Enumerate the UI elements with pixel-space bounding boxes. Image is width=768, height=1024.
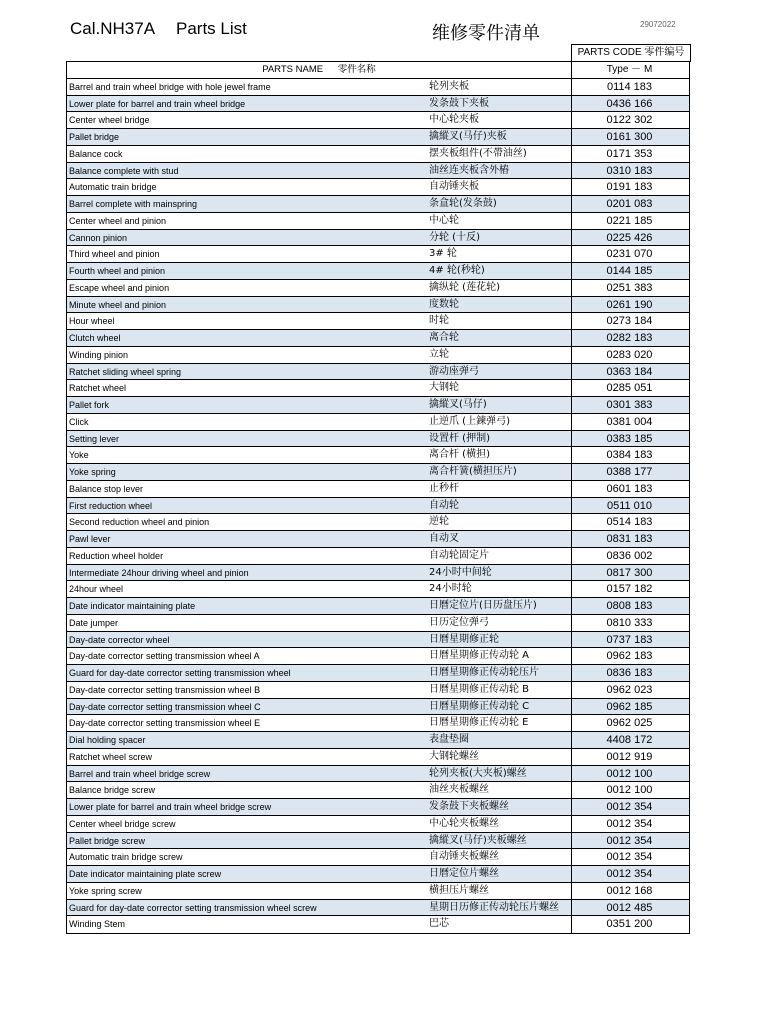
part-name-cn-cell: 日曆星期修正传动轮 C — [429, 700, 530, 712]
part-code-cell: 0737 183 — [571, 632, 687, 648]
part-name-cell: Cannon pinion — [69, 232, 128, 243]
part-name-cn-cell: 表盘垫圈 — [429, 734, 469, 745]
table-row — [67, 96, 689, 113]
part-code-cell: 0836 002 — [571, 548, 687, 564]
table-row — [67, 414, 689, 431]
part-code-cell: 0273 184 — [571, 313, 687, 329]
part-name-cn-cell: 油丝夹板螺丝 — [429, 784, 489, 796]
table-row — [67, 866, 689, 883]
part-name-cell: Winding pinion — [69, 349, 129, 360]
table-row — [67, 598, 689, 615]
part-code-cell: 4408 172 — [571, 732, 687, 748]
part-name-cn-cell: 发条鼓下夹板螺丝 — [429, 801, 509, 812]
part-code-cell: 0251 383 — [571, 280, 687, 296]
part-code-cell: 0962 023 — [571, 682, 687, 698]
part-name-cn-cell: 止逆爪 (上鍊弹弓) — [429, 415, 510, 427]
part-code-cell: 0836 183 — [571, 665, 687, 681]
table-row — [67, 833, 689, 850]
part-name-cell: Day-date corrector setting transmission wheel E — [69, 718, 261, 729]
part-name-cell: Balance complete with stud — [69, 165, 179, 176]
part-code-cell: 0012 354 — [571, 816, 687, 832]
table-row — [67, 213, 689, 230]
part-code-cell: 0171 353 — [571, 146, 687, 162]
part-name-cell: Pallet fork — [69, 400, 110, 410]
table-row — [67, 514, 689, 531]
table-row — [67, 648, 689, 665]
part-code-cell: 0012 919 — [571, 749, 687, 765]
part-name-cn-cell: 离合杆簧(横担压片) — [429, 466, 517, 477]
part-code-cell: 0962 183 — [571, 648, 687, 664]
table-header-row — [67, 62, 689, 79]
table-row — [67, 632, 689, 649]
part-name-cn-cell: 自动轮固定片 — [429, 549, 489, 561]
part-code-cell: 0301 383 — [571, 397, 687, 413]
part-name-cn-cell: 24小时中间轮 — [429, 566, 492, 578]
part-name-cn-cell: 中心轮夹板 — [429, 114, 479, 126]
table-row — [67, 883, 689, 900]
part-name-cell: Center wheel bridge — [69, 115, 150, 126]
part-name-cn-cell: 自动锤夹板 — [429, 181, 479, 193]
part-code-cell: 0122 302 — [571, 112, 687, 128]
part-name-cn-cell: 巴芯 — [429, 918, 449, 930]
part-name-cn-cell: 中心轮夹板螺丝 — [429, 817, 499, 829]
part-name-cn-cell: 立轮 — [429, 348, 449, 360]
part-name-cell: Yoke — [69, 450, 89, 461]
part-code-cell: 0225 426 — [571, 230, 687, 246]
part-name-cn-cell: 中心轮 — [429, 214, 459, 226]
table-row — [67, 364, 689, 381]
part-name-cn-cell: 逆轮 — [429, 516, 449, 528]
part-name-cell: Second reduction wheel and pinion — [69, 517, 210, 528]
table-row — [67, 397, 689, 414]
part-name-cn-cell: 分轮 (十反) — [429, 231, 480, 243]
table-row — [67, 531, 689, 548]
part-code-cell: 0144 185 — [571, 263, 687, 279]
part-code-cell: 0012 354 — [571, 849, 687, 865]
part-name-cn-cell: 日曆星期修正轮 — [429, 633, 499, 645]
parts-name-header-en: PARTS NAME — [262, 64, 324, 75]
part-name-cell: Guard for day-date corrector setting transmission wheel — [69, 668, 291, 678]
part-name-cell: Automatic train bridge — [69, 182, 157, 193]
parts-name-header — [67, 62, 571, 78]
table-row — [67, 196, 689, 213]
part-name-cell: Day-date corrector setting transmission wheel C — [69, 701, 261, 712]
table-row — [67, 179, 689, 196]
part-name-cell: Automatic train bridge screw — [69, 852, 183, 863]
part-code-cell: 0114 183 — [571, 79, 687, 95]
part-name-cn-cell: 擒纵轮 (莲花轮) — [429, 281, 500, 293]
table-row — [67, 263, 689, 280]
part-code-cell: 0388 177 — [571, 464, 687, 480]
part-name-cn-cell: 自动轮 — [429, 499, 459, 511]
part-code-cell: 0012 354 — [571, 833, 687, 849]
part-code-cell: 0383 185 — [571, 431, 687, 447]
part-name-cell: Day-date corrector wheel — [69, 634, 170, 645]
parts-table — [66, 61, 690, 934]
part-name-cell: Barrel and train wheel bridge screw — [69, 768, 211, 779]
part-name-cell: Winding Stem — [69, 919, 126, 930]
part-name-cell: Day-date corrector setting transmission wheel A — [69, 651, 260, 662]
part-name-cn-cell: 设置杆 (押制) — [429, 432, 490, 444]
part-name-cell: Ratchet wheel screw — [69, 751, 153, 762]
part-name-cell: Yoke spring screw — [69, 885, 142, 896]
part-name-cell: Date indicator maintaining plate screw — [69, 869, 222, 879]
part-name-cell: Date jumper — [69, 617, 119, 628]
part-name-cn-cell: 日曆星期修正传动轮 E — [429, 717, 529, 729]
part-code-cell: 0282 183 — [571, 330, 687, 346]
table-row — [67, 280, 689, 297]
part-code-cell: 0817 300 — [571, 565, 687, 581]
table-row — [67, 782, 689, 799]
part-name-cell: 24hour wheel — [69, 584, 124, 595]
table-row — [67, 732, 689, 749]
part-name-cn-cell: 横担压片螺丝 — [429, 884, 489, 896]
part-name-cn-cell: 3# 轮 — [429, 248, 457, 260]
part-name-cell: Dial holding spacer — [69, 735, 146, 745]
table-row — [67, 916, 689, 933]
part-name-cell: Balance bridge screw — [69, 785, 156, 796]
part-code-cell: 0157 182 — [571, 581, 687, 597]
table-row — [67, 682, 689, 699]
part-name-cell: Date indicator maintaining plate — [69, 601, 196, 611]
part-name-cell: Clutch wheel — [69, 333, 121, 343]
part-name-cn-cell: 日历定位弹弓 — [429, 616, 489, 628]
part-code-cell: 0012 354 — [571, 866, 687, 882]
part-name-cn-cell: 时轮 — [429, 315, 449, 327]
part-code-cell: 0514 183 — [571, 514, 687, 530]
part-name-cell: Pawl lever — [69, 534, 111, 544]
part-code-cell: 0012 485 — [571, 900, 687, 916]
table-row — [67, 565, 689, 582]
part-code-cell: 0810 333 — [571, 615, 687, 631]
table-row — [67, 447, 689, 464]
part-name-cn-cell: 游动座弹弓 — [429, 365, 479, 377]
part-name-cn-cell: 轮列夹板(大夹板)螺丝 — [429, 767, 527, 779]
table-row — [67, 766, 689, 783]
part-code-cell: 0511 010 — [571, 498, 687, 514]
table-row — [67, 297, 689, 314]
part-name-cn-cell: 星期日历修正传动轮压片螺丝 — [429, 901, 559, 913]
part-name-cell: Balance stop lever — [69, 483, 144, 494]
part-name-cn-cell: 大钢轮螺丝 — [429, 750, 479, 762]
part-code-cell: 0436 166 — [571, 96, 687, 112]
part-name-cell: Yoke spring — [69, 467, 116, 477]
part-code-cell: 0161 300 — [571, 129, 687, 145]
part-name-cn-cell: 自动锤夹板螺丝 — [429, 851, 499, 863]
part-name-cn-cell: 条盒轮(发条鼓) — [429, 198, 497, 209]
document-title-chinese: 维修零件清单 — [432, 23, 540, 44]
part-name-cell: Click — [69, 416, 89, 427]
part-name-cn-cell: 擒縱叉(马仔)夹板螺丝 — [429, 834, 527, 846]
part-name-cell: Lower plate for barrel and train wheel bridge screw — [69, 802, 272, 812]
part-name-cn-cell: 油丝连夹板含外樁 — [429, 164, 509, 176]
part-code-cell: 0381 004 — [571, 414, 687, 430]
part-code-cell: 0283 020 — [571, 347, 687, 363]
table-row — [67, 163, 689, 180]
part-name-cell: Day-date corrector setting transmission wheel B — [69, 684, 261, 695]
table-row — [67, 849, 689, 866]
part-code-cell: 0962 185 — [571, 699, 687, 715]
table-row — [67, 665, 689, 682]
part-code-cell: 0831 183 — [571, 531, 687, 547]
part-code-cell: 0363 184 — [571, 364, 687, 380]
part-name-cell: Center wheel and pinion — [69, 215, 167, 226]
part-code-cell: 0285 051 — [571, 380, 687, 396]
part-code-cell: 0191 183 — [571, 179, 687, 195]
part-name-cell: Setting lever — [69, 433, 120, 444]
part-name-cn-cell: 日曆定位片螺丝 — [429, 868, 499, 879]
table-row — [67, 347, 689, 364]
table-row — [67, 900, 689, 917]
part-code-cell: 0808 183 — [571, 598, 687, 614]
part-name-cell: Intermediate 24hour driving wheel and pinion — [69, 567, 249, 578]
part-code-cell: 0231 070 — [571, 246, 687, 262]
part-name-cn-cell: 离合轮 — [429, 332, 459, 343]
part-name-cn-cell: 止秒杆 — [429, 482, 459, 494]
part-name-cn-cell: 日曆星期修正传动轮压片 — [429, 667, 539, 678]
part-name-cell: Barrel and train wheel bridge with hole jewel frame — [69, 81, 271, 92]
part-code-cell: 0351 200 — [571, 916, 687, 933]
table-row — [67, 615, 689, 632]
part-name-cn-cell: 发条鼓下夹板 — [429, 97, 489, 109]
parts-code-header: PARTS CODE 零件编号 — [571, 44, 691, 62]
part-name-cell: Barrel complete with mainspring — [69, 199, 198, 209]
part-code-cell: 0601 183 — [571, 481, 687, 497]
part-name-cn-cell: 度数轮 — [429, 298, 459, 310]
table-row — [67, 498, 689, 515]
table-row — [67, 313, 689, 330]
part-name-cell: Reduction wheel holder — [69, 550, 164, 561]
table-row — [67, 481, 689, 498]
table-row — [67, 548, 689, 565]
part-name-cell: Hour wheel — [69, 316, 115, 327]
table-body — [67, 79, 689, 933]
table-row — [67, 146, 689, 163]
part-code-cell: 0012 100 — [571, 766, 687, 782]
part-code-cell: 0201 083 — [571, 196, 687, 212]
part-name-cn-cell: 4# 轮(秒轮) — [429, 265, 485, 276]
part-name-cell: Lower plate for barrel and train wheel bridge — [69, 98, 246, 109]
part-name-cn-cell: 大钢轮 — [429, 382, 459, 394]
part-code-cell: 0012 354 — [571, 799, 687, 815]
table-row — [67, 230, 689, 247]
table-row — [67, 330, 689, 347]
part-name-cn-cell: 擒縱叉(马仔)夹板 — [429, 131, 507, 142]
part-code-cell: 0012 100 — [571, 782, 687, 798]
part-name-cn-cell: 摆夹板组件(不帶油丝) — [429, 147, 527, 159]
table-row — [67, 129, 689, 146]
table-row — [67, 464, 689, 481]
document-title: Parts List — [176, 19, 247, 38]
part-name-cell: Ratchet sliding wheel spring — [69, 366, 182, 377]
part-code-cell: 0012 168 — [571, 883, 687, 899]
part-name-cn-cell: 日曆定位片(日历盘压片) — [429, 600, 537, 611]
part-name-cell: Ratchet wheel — [69, 383, 127, 394]
part-code-cell: 0384 183 — [571, 447, 687, 463]
part-name-cell: Escape wheel and pinion — [69, 282, 170, 293]
parts-name-header-cn: 零件名称 — [337, 64, 376, 75]
table-row — [67, 749, 689, 766]
table-row — [67, 431, 689, 448]
part-name-cn-cell: 24小时轮 — [429, 583, 472, 595]
part-name-cell: Balance cock — [69, 148, 123, 159]
part-name-cell: Center wheel bridge screw — [69, 818, 176, 829]
part-name-cell: Third wheel and pinion — [69, 249, 160, 260]
part-code-cell: 0221 185 — [571, 213, 687, 229]
part-name-cell: Fourth wheel and pinion — [69, 266, 166, 276]
part-name-cell: Minute wheel and pinion — [69, 299, 167, 310]
part-name-cell: Pallet bridge screw — [69, 835, 146, 846]
table-row — [67, 79, 689, 96]
part-name-cell: Guard for day-date corrector setting transmission wheel screw — [69, 902, 317, 913]
table-row — [67, 799, 689, 816]
table-row — [67, 380, 689, 397]
part-name-cn-cell: 自动叉 — [429, 533, 459, 544]
table-row — [67, 715, 689, 732]
part-name-cn-cell: 日曆星期修正传动轮 A — [429, 650, 530, 662]
table-row — [67, 816, 689, 833]
table-row — [67, 246, 689, 263]
caliber-title: Cal.NH37A — [70, 19, 156, 38]
table-row — [67, 699, 689, 716]
part-code-cell: 0962 025 — [571, 715, 687, 731]
part-name-cell: Pallet bridge — [69, 132, 120, 142]
part-name-cell: First reduction wheel — [69, 500, 153, 511]
part-name-cn-cell: 轮列夹板 — [429, 80, 469, 92]
table-row — [67, 112, 689, 129]
table-row — [67, 581, 689, 598]
part-code-cell: 0261 190 — [571, 297, 687, 313]
part-name-cn-cell: 离合杆 (横担) — [429, 449, 490, 461]
date-code: 29072022 — [640, 20, 676, 29]
part-name-cn-cell: 擒縱叉(马仔) — [429, 399, 487, 410]
part-code-cell: 0310 183 — [571, 163, 687, 179]
part-name-cn-cell: 日曆星期修正传动轮 B — [429, 683, 530, 695]
type-header: Type － M — [571, 62, 687, 78]
